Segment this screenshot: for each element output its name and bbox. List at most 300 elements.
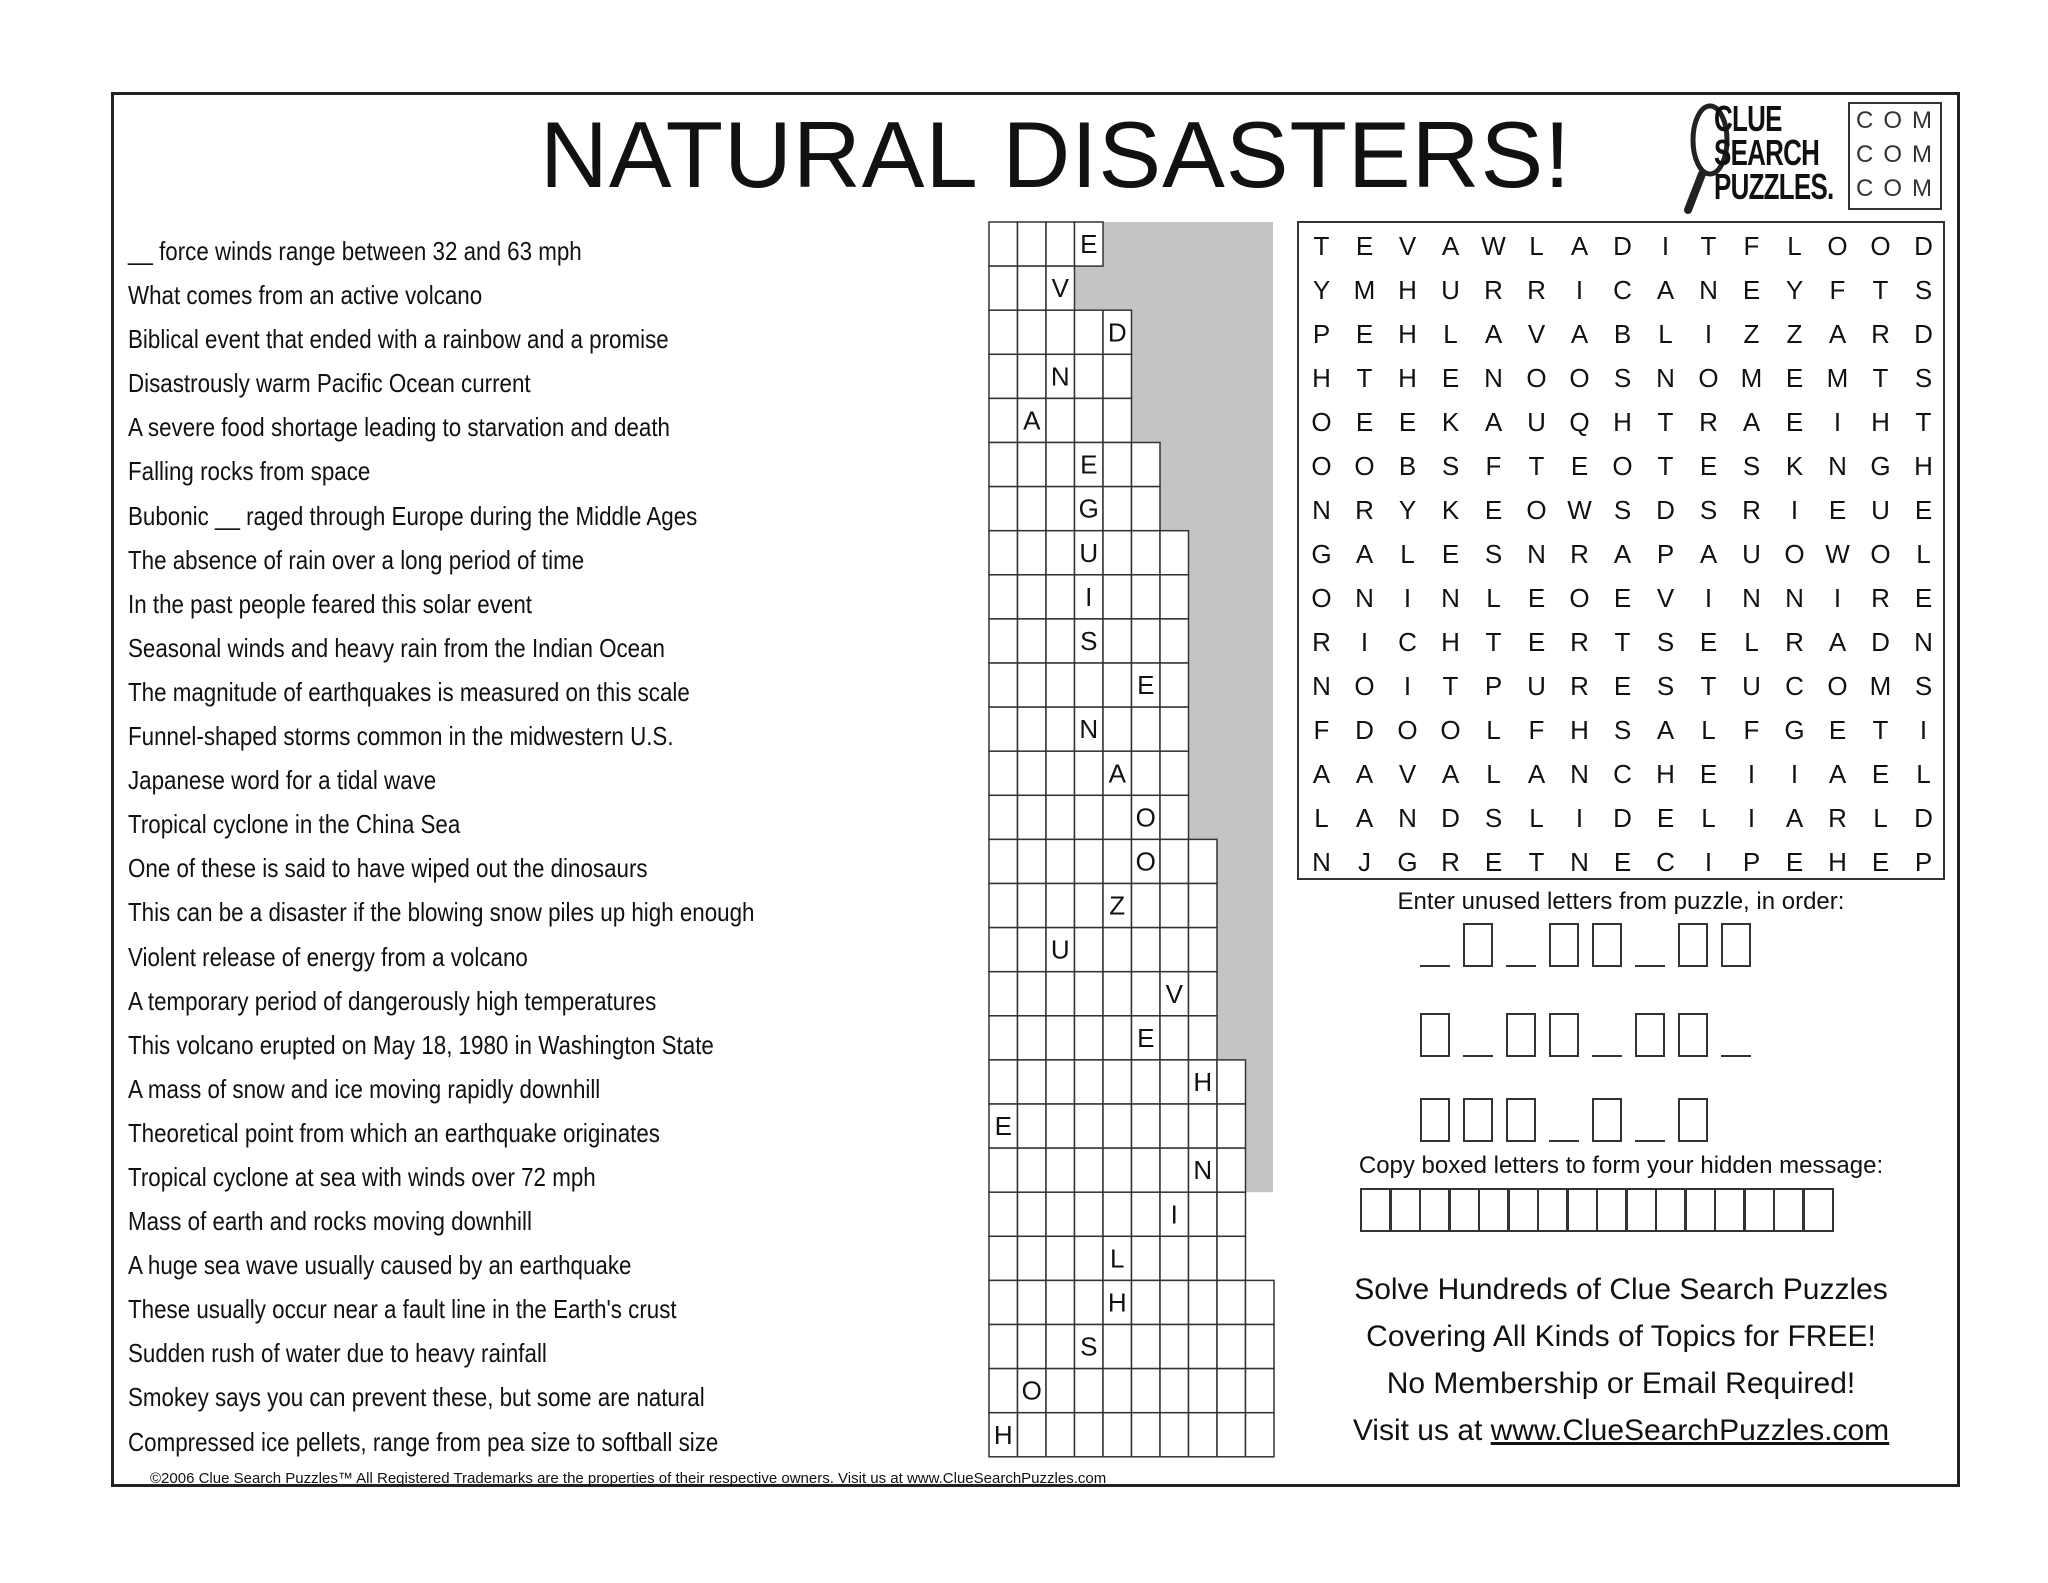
answer-cell[interactable] xyxy=(989,928,1018,972)
answer-cell[interactable] xyxy=(989,1236,1018,1280)
answer-cell[interactable] xyxy=(989,972,1018,1016)
answer-cell[interactable] xyxy=(1217,1236,1246,1280)
word-search-letter[interactable]: R xyxy=(1699,407,1718,437)
word-search-letter[interactable]: G xyxy=(1784,715,1805,745)
answer-cell[interactable] xyxy=(1246,1369,1275,1413)
word-search-letter[interactable]: I xyxy=(1833,583,1842,613)
answer-cell[interactable] xyxy=(989,1060,1018,1104)
word-search-letter[interactable]: K xyxy=(1785,451,1804,481)
answer-cell[interactable] xyxy=(1160,839,1189,883)
answer-cell[interactable] xyxy=(1046,619,1075,663)
answer-cell[interactable] xyxy=(1018,531,1047,575)
boxed-letter-slot[interactable] xyxy=(1678,1098,1708,1142)
word-search-letter[interactable]: S xyxy=(1656,627,1675,657)
word-search-letter[interactable]: A xyxy=(1441,231,1460,261)
answer-cell[interactable] xyxy=(1075,354,1104,398)
answer-cell[interactable] xyxy=(1046,1148,1075,1192)
word-search-letter[interactable]: O xyxy=(1526,495,1547,525)
word-search-letter[interactable]: H xyxy=(1613,407,1632,437)
boxed-letter-slot[interactable] xyxy=(1463,1098,1493,1142)
answer-cell[interactable] xyxy=(989,1325,1018,1369)
word-search-letter[interactable]: T xyxy=(1872,715,1889,745)
boxed-letter-slot[interactable] xyxy=(1721,923,1751,967)
answer-cell[interactable] xyxy=(1160,1369,1189,1413)
word-search-letter[interactable]: N xyxy=(1355,583,1374,613)
answer-cell[interactable] xyxy=(989,266,1018,310)
word-search-letter[interactable]: E xyxy=(1828,715,1847,745)
word-search-letter[interactable]: I xyxy=(1747,803,1756,833)
word-search-letter[interactable]: O xyxy=(1354,451,1375,481)
letter-slot[interactable] xyxy=(1420,923,1450,967)
word-search-letter[interactable]: H xyxy=(1312,363,1331,393)
word-search-letter[interactable]: E xyxy=(1484,495,1503,525)
answer-cell[interactable] xyxy=(1018,751,1047,795)
answer-cell[interactable] xyxy=(989,222,1018,266)
answer-cell[interactable] xyxy=(1132,1369,1161,1413)
word-search-letter[interactable]: L xyxy=(1400,539,1415,569)
answer-cell[interactable] xyxy=(1018,354,1047,398)
word-search-letter[interactable]: A xyxy=(1484,407,1503,437)
answer-cell[interactable] xyxy=(1132,1236,1161,1280)
word-search-letter[interactable]: N xyxy=(1570,847,1589,877)
word-search-letter[interactable]: I xyxy=(1704,583,1713,613)
word-search-letter[interactable]: I xyxy=(1747,759,1756,789)
answer-cell[interactable] xyxy=(1018,663,1047,707)
word-search-letter[interactable]: N xyxy=(1441,583,1460,613)
word-search-letter[interactable]: D xyxy=(1914,803,1933,833)
word-search-letter[interactable]: E xyxy=(1613,847,1632,877)
answer-cell[interactable] xyxy=(1103,1148,1132,1192)
answer-cell[interactable] xyxy=(1075,1104,1104,1148)
word-search-letter[interactable]: I xyxy=(1403,671,1412,701)
word-search-letter[interactable]: G xyxy=(1870,451,1891,481)
word-search-letter[interactable]: L xyxy=(1529,803,1544,833)
word-search-grid[interactable] xyxy=(1297,221,1945,880)
answer-cell[interactable] xyxy=(1189,1413,1218,1457)
word-search-letter[interactable]: T xyxy=(1872,275,1889,305)
word-search-letter[interactable]: H xyxy=(1570,715,1589,745)
word-search-letter[interactable]: G xyxy=(1311,539,1332,569)
answer-cell[interactable] xyxy=(1132,487,1161,531)
answer-cell[interactable] xyxy=(1189,1016,1218,1060)
word-search-letter[interactable]: I xyxy=(1575,803,1584,833)
answer-cell[interactable] xyxy=(989,884,1018,928)
word-search-letter[interactable]: A xyxy=(1570,231,1589,261)
answer-cell[interactable] xyxy=(1132,1192,1161,1236)
word-search-letter[interactable]: I xyxy=(1704,319,1713,349)
answer-cell[interactable] xyxy=(1189,928,1218,972)
answer-cell[interactable] xyxy=(1103,354,1132,398)
hidden-message-box[interactable] xyxy=(1596,1188,1627,1232)
word-search-letter[interactable]: S xyxy=(1613,495,1632,525)
word-search-letter[interactable]: S xyxy=(1484,539,1503,569)
word-search-letter[interactable]: A xyxy=(1828,319,1847,349)
word-search-letter[interactable]: Q xyxy=(1569,407,1590,437)
answer-cell[interactable] xyxy=(1046,1016,1075,1060)
answer-cell[interactable] xyxy=(1103,575,1132,619)
word-search-letter[interactable]: E xyxy=(1914,495,1933,525)
answer-cell[interactable] xyxy=(1018,1325,1047,1369)
answer-cell[interactable] xyxy=(1046,1192,1075,1236)
answer-cell[interactable] xyxy=(1075,972,1104,1016)
answer-cell[interactable] xyxy=(1246,1280,1275,1324)
answer-cell[interactable] xyxy=(1103,1016,1132,1060)
word-search-letter[interactable]: E xyxy=(1656,803,1675,833)
boxed-letter-slot[interactable] xyxy=(1635,1013,1665,1057)
word-search-letter[interactable]: A xyxy=(1355,539,1374,569)
letter-slot[interactable] xyxy=(1506,923,1536,967)
word-search-letter[interactable]: L xyxy=(1916,759,1931,789)
answer-cell[interactable] xyxy=(1046,972,1075,1016)
word-search-letter[interactable]: R xyxy=(1527,275,1546,305)
boxed-letter-slot[interactable] xyxy=(1549,1013,1579,1057)
word-search-letter[interactable]: E xyxy=(1699,627,1718,657)
word-search-letter[interactable]: C xyxy=(1398,627,1417,657)
letter-slot[interactable] xyxy=(1635,923,1665,967)
word-search-letter[interactable]: O xyxy=(1569,363,1590,393)
answer-cell[interactable] xyxy=(1046,531,1075,575)
word-search-letter[interactable]: V xyxy=(1398,759,1417,789)
word-search-letter[interactable]: L xyxy=(1486,583,1501,613)
answer-cell[interactable] xyxy=(1018,310,1047,354)
word-search-letter[interactable]: E xyxy=(1355,231,1374,261)
answer-cell[interactable] xyxy=(1217,1325,1246,1369)
word-search-letter[interactable]: H xyxy=(1441,627,1460,657)
word-search-letter[interactable]: E xyxy=(1871,759,1890,789)
word-search-letter[interactable]: P xyxy=(1656,539,1675,569)
answer-cell[interactable] xyxy=(1046,487,1075,531)
word-search-letter[interactable]: T xyxy=(1872,363,1889,393)
word-search-letter[interactable]: E xyxy=(1527,583,1546,613)
answer-cell[interactable] xyxy=(1160,1060,1189,1104)
word-search-letter[interactable]: O xyxy=(1870,539,1891,569)
answer-cell[interactable] xyxy=(1075,1280,1104,1324)
boxed-letter-slot[interactable] xyxy=(1678,923,1708,967)
answer-cell[interactable] xyxy=(989,354,1018,398)
boxed-letter-slot[interactable] xyxy=(1463,923,1493,967)
word-search-letter[interactable]: S xyxy=(1613,363,1632,393)
answer-cell[interactable] xyxy=(1132,443,1161,487)
word-search-letter[interactable]: E xyxy=(1699,759,1718,789)
word-search-letter[interactable]: I xyxy=(1704,847,1713,877)
word-search-letter[interactable]: T xyxy=(1657,451,1674,481)
answer-cell[interactable] xyxy=(1217,1060,1246,1104)
answer-cell[interactable] xyxy=(1217,1369,1246,1413)
answer-cell[interactable] xyxy=(1075,884,1104,928)
word-search-letter[interactable]: E xyxy=(1441,363,1460,393)
word-search-letter[interactable]: O xyxy=(1870,231,1891,261)
word-search-letter[interactable]: H xyxy=(1398,319,1417,349)
word-search-letter[interactable]: A xyxy=(1355,759,1374,789)
answer-cell[interactable] xyxy=(1103,1413,1132,1457)
answer-cell[interactable] xyxy=(1046,1413,1075,1457)
answer-cell[interactable] xyxy=(1189,839,1218,883)
answer-cell[interactable] xyxy=(1018,1192,1047,1236)
word-search-letter[interactable]: N xyxy=(1312,671,1331,701)
answer-cell[interactable] xyxy=(1160,531,1189,575)
word-search-letter[interactable]: L xyxy=(1701,803,1716,833)
word-search-letter[interactable]: S xyxy=(1742,451,1761,481)
word-search-letter[interactable]: N xyxy=(1312,847,1331,877)
answer-cell[interactable] xyxy=(989,707,1018,751)
word-search-letter[interactable]: O xyxy=(1526,363,1547,393)
word-search-letter[interactable]: A xyxy=(1441,759,1460,789)
word-search-letter[interactable]: A xyxy=(1312,759,1331,789)
word-search-letter[interactable]: O xyxy=(1311,583,1332,613)
word-search-letter[interactable]: P xyxy=(1742,847,1761,877)
word-search-letter[interactable]: I xyxy=(1919,715,1928,745)
answer-cell[interactable] xyxy=(1046,1104,1075,1148)
word-search-letter[interactable]: O xyxy=(1698,363,1719,393)
word-search-letter[interactable]: A xyxy=(1699,539,1718,569)
word-search-letter[interactable]: N xyxy=(1699,275,1718,305)
answer-cell[interactable] xyxy=(1132,575,1161,619)
answer-cell[interactable] xyxy=(1075,1016,1104,1060)
answer-cell[interactable] xyxy=(1103,1060,1132,1104)
answer-cell[interactable] xyxy=(989,619,1018,663)
answer-cell[interactable] xyxy=(1160,619,1189,663)
letter-slot[interactable] xyxy=(1592,1013,1622,1057)
boxed-letter-slot[interactable] xyxy=(1549,923,1579,967)
word-search-letter[interactable]: N xyxy=(1828,451,1847,481)
word-search-letter[interactable]: D xyxy=(1441,803,1460,833)
answer-cell[interactable] xyxy=(1018,1280,1047,1324)
answer-cell[interactable] xyxy=(1018,266,1047,310)
word-search-letter[interactable]: F xyxy=(1485,451,1502,481)
word-search-letter[interactable]: S xyxy=(1613,715,1632,745)
answer-cell[interactable] xyxy=(989,1192,1018,1236)
answer-cell[interactable] xyxy=(1046,884,1075,928)
word-search-letter[interactable]: O xyxy=(1569,583,1590,613)
answer-cell[interactable] xyxy=(1160,795,1189,839)
word-search-letter[interactable]: H xyxy=(1656,759,1675,789)
answer-cell[interactable] xyxy=(1018,443,1047,487)
word-search-letter[interactable]: A xyxy=(1527,759,1546,789)
word-search-letter[interactable]: L xyxy=(1744,627,1759,657)
answer-cell[interactable] xyxy=(1132,619,1161,663)
answer-cell[interactable] xyxy=(1018,795,1047,839)
answer-cell[interactable] xyxy=(1103,619,1132,663)
word-search-letter[interactable]: F xyxy=(1313,715,1330,745)
answer-cell[interactable] xyxy=(1160,1280,1189,1324)
answer-cell[interactable] xyxy=(1132,1060,1161,1104)
answer-cell[interactable] xyxy=(1018,1413,1047,1457)
hidden-message-box[interactable] xyxy=(1714,1188,1745,1232)
word-search-letter[interactable]: I xyxy=(1790,759,1799,789)
answer-cell[interactable] xyxy=(1132,531,1161,575)
answer-cell[interactable] xyxy=(1103,707,1132,751)
word-search-letter[interactable]: E xyxy=(1871,847,1890,877)
word-search-letter[interactable]: T xyxy=(1485,627,1502,657)
word-search-letter[interactable]: B xyxy=(1613,319,1632,349)
word-search-letter[interactable]: L xyxy=(1701,715,1716,745)
word-search-letter[interactable]: N xyxy=(1484,363,1503,393)
word-search-letter[interactable]: R xyxy=(1484,275,1503,305)
word-search-letter[interactable]: T xyxy=(1700,231,1717,261)
word-search-letter[interactable]: I xyxy=(1790,495,1799,525)
word-search-letter[interactable]: I xyxy=(1360,627,1369,657)
answer-cell[interactable] xyxy=(1217,1104,1246,1148)
word-search-letter[interactable]: N xyxy=(1742,583,1761,613)
word-search-letter[interactable]: Z xyxy=(1786,319,1803,349)
answer-cell[interactable] xyxy=(1103,663,1132,707)
boxed-letter-slot[interactable] xyxy=(1506,1098,1536,1142)
word-search-letter[interactable]: N xyxy=(1527,539,1546,569)
word-search-letter[interactable]: A xyxy=(1656,715,1675,745)
hidden-message-box[interactable] xyxy=(1626,1188,1657,1232)
answer-cell[interactable] xyxy=(1103,795,1132,839)
boxed-letter-slot[interactable] xyxy=(1506,1013,1536,1057)
word-search-letter[interactable]: B xyxy=(1398,451,1417,481)
answer-cell[interactable] xyxy=(1018,1148,1047,1192)
answer-cell[interactable] xyxy=(1075,1413,1104,1457)
answer-cell[interactable] xyxy=(1132,884,1161,928)
answer-cell[interactable] xyxy=(989,663,1018,707)
word-search-letter[interactable]: W xyxy=(1567,495,1592,525)
answer-cell[interactable] xyxy=(1046,1325,1075,1369)
answer-cell[interactable] xyxy=(989,839,1018,883)
hidden-message-box[interactable] xyxy=(1390,1188,1421,1232)
answer-cell[interactable] xyxy=(1103,1104,1132,1148)
answer-cell[interactable] xyxy=(1075,928,1104,972)
word-search-letter[interactable]: I xyxy=(1575,275,1584,305)
word-search-letter[interactable]: A xyxy=(1613,539,1632,569)
answer-cell[interactable] xyxy=(1018,1236,1047,1280)
word-search-letter[interactable]: R xyxy=(1312,627,1331,657)
answer-cell[interactable] xyxy=(1160,884,1189,928)
answer-cell[interactable] xyxy=(1075,1060,1104,1104)
word-search-letter[interactable]: T xyxy=(1700,671,1717,701)
word-search-letter[interactable]: O xyxy=(1354,671,1375,701)
word-search-letter[interactable]: D xyxy=(1613,231,1632,261)
word-search-letter[interactable]: P xyxy=(1914,847,1933,877)
word-search-letter[interactable]: A xyxy=(1484,319,1503,349)
answer-cell[interactable] xyxy=(989,575,1018,619)
answer-cell[interactable] xyxy=(1018,487,1047,531)
word-search-letter[interactable]: O xyxy=(1827,671,1848,701)
word-search-letter[interactable]: H xyxy=(1828,847,1847,877)
word-search-letter[interactable]: V xyxy=(1656,583,1675,613)
answer-cell[interactable] xyxy=(1160,663,1189,707)
word-search-letter[interactable]: J xyxy=(1358,847,1371,877)
word-search-letter[interactable]: F xyxy=(1743,231,1760,261)
word-search-letter[interactable]: T xyxy=(1528,847,1545,877)
answer-cell[interactable] xyxy=(1132,1104,1161,1148)
word-search-letter[interactable]: I xyxy=(1833,407,1842,437)
answer-cell[interactable] xyxy=(1132,707,1161,751)
word-search-letter[interactable]: S xyxy=(1914,671,1933,701)
word-search-letter[interactable]: R xyxy=(1871,319,1890,349)
word-search-letter[interactable]: D xyxy=(1613,803,1632,833)
word-search-letter[interactable]: R xyxy=(1441,847,1460,877)
word-search-letter[interactable]: O xyxy=(1440,715,1461,745)
answer-cell[interactable] xyxy=(1160,1104,1189,1148)
word-search-letter[interactable]: H xyxy=(1398,363,1417,393)
letter-slot[interactable] xyxy=(1463,1013,1493,1057)
word-search-letter[interactable]: R xyxy=(1570,539,1589,569)
answer-cell[interactable] xyxy=(1132,1148,1161,1192)
hidden-message-box[interactable] xyxy=(1685,1188,1716,1232)
answer-cell[interactable] xyxy=(1018,1016,1047,1060)
answer-cell[interactable] xyxy=(1103,972,1132,1016)
answer-cell[interactable] xyxy=(1046,707,1075,751)
answer-cell[interactable] xyxy=(1189,1236,1218,1280)
answer-grid[interactable] xyxy=(988,221,1278,1461)
answer-cell[interactable] xyxy=(1189,1104,1218,1148)
word-search-letter[interactable]: U xyxy=(1742,671,1761,701)
word-search-letter[interactable]: A xyxy=(1656,275,1675,305)
answer-cell[interactable] xyxy=(1189,972,1218,1016)
answer-cell[interactable] xyxy=(1132,1413,1161,1457)
answer-cell[interactable] xyxy=(1160,1325,1189,1369)
word-search-letter[interactable]: S xyxy=(1914,275,1933,305)
word-search-letter[interactable]: Y xyxy=(1398,495,1417,525)
answer-cell[interactable] xyxy=(1075,1369,1104,1413)
answer-cell[interactable] xyxy=(1046,1280,1075,1324)
word-search-letter[interactable]: M xyxy=(1353,275,1376,305)
word-search-letter[interactable]: E xyxy=(1527,627,1546,657)
word-search-letter[interactable]: R xyxy=(1785,627,1804,657)
boxed-letter-slot[interactable] xyxy=(1420,1013,1450,1057)
answer-cell[interactable] xyxy=(1132,751,1161,795)
word-search-letter[interactable]: A xyxy=(1355,803,1374,833)
word-search-letter[interactable]: C xyxy=(1656,847,1675,877)
word-search-letter[interactable]: L xyxy=(1529,231,1544,261)
answer-cell[interactable] xyxy=(1046,443,1075,487)
word-search-letter[interactable]: L xyxy=(1486,759,1501,789)
answer-cell[interactable] xyxy=(1046,1236,1075,1280)
answer-cell[interactable] xyxy=(1132,928,1161,972)
word-search-letter[interactable]: V xyxy=(1527,319,1546,349)
answer-cell[interactable] xyxy=(1189,884,1218,928)
word-search-letter[interactable]: N xyxy=(1914,627,1933,657)
answer-cell[interactable] xyxy=(1075,398,1104,442)
hidden-message-box[interactable] xyxy=(1360,1188,1391,1232)
word-search-letter[interactable]: N xyxy=(1785,583,1804,613)
word-search-letter[interactable]: F xyxy=(1743,715,1760,745)
answer-cell[interactable] xyxy=(1160,1016,1189,1060)
answer-cell[interactable] xyxy=(1075,795,1104,839)
word-search-letter[interactable]: A xyxy=(1785,803,1804,833)
word-search-letter[interactable]: O xyxy=(1311,407,1332,437)
letter-slot[interactable] xyxy=(1721,1013,1751,1057)
boxed-letter-slot[interactable] xyxy=(1592,923,1622,967)
answer-cell[interactable] xyxy=(1046,575,1075,619)
word-search-letter[interactable]: N xyxy=(1398,803,1417,833)
word-search-letter[interactable]: U xyxy=(1527,671,1546,701)
hidden-message-box[interactable] xyxy=(1803,1188,1834,1232)
answer-cell[interactable] xyxy=(1189,1192,1218,1236)
answer-cell[interactable] xyxy=(1246,1325,1275,1369)
answer-cell[interactable] xyxy=(1018,575,1047,619)
word-search-letter[interactable]: E xyxy=(1785,407,1804,437)
word-search-letter[interactable]: E xyxy=(1742,275,1761,305)
word-search-letter[interactable]: E xyxy=(1699,451,1718,481)
word-search-letter[interactable]: T xyxy=(1356,363,1373,393)
word-search-letter[interactable]: W xyxy=(1481,231,1506,261)
word-search-letter[interactable]: A xyxy=(1828,759,1847,789)
word-search-letter[interactable]: S xyxy=(1484,803,1503,833)
word-search-letter[interactable]: U xyxy=(1441,275,1460,305)
word-search-letter[interactable]: H xyxy=(1398,275,1417,305)
word-search-letter[interactable]: Z xyxy=(1743,319,1760,349)
word-search-letter[interactable]: T xyxy=(1528,451,1545,481)
answer-cell[interactable] xyxy=(1160,1148,1189,1192)
answer-cell[interactable] xyxy=(989,487,1018,531)
hidden-message-box[interactable] xyxy=(1419,1188,1450,1232)
word-search-letter[interactable]: G xyxy=(1397,847,1418,877)
boxed-letter-slot[interactable] xyxy=(1678,1013,1708,1057)
